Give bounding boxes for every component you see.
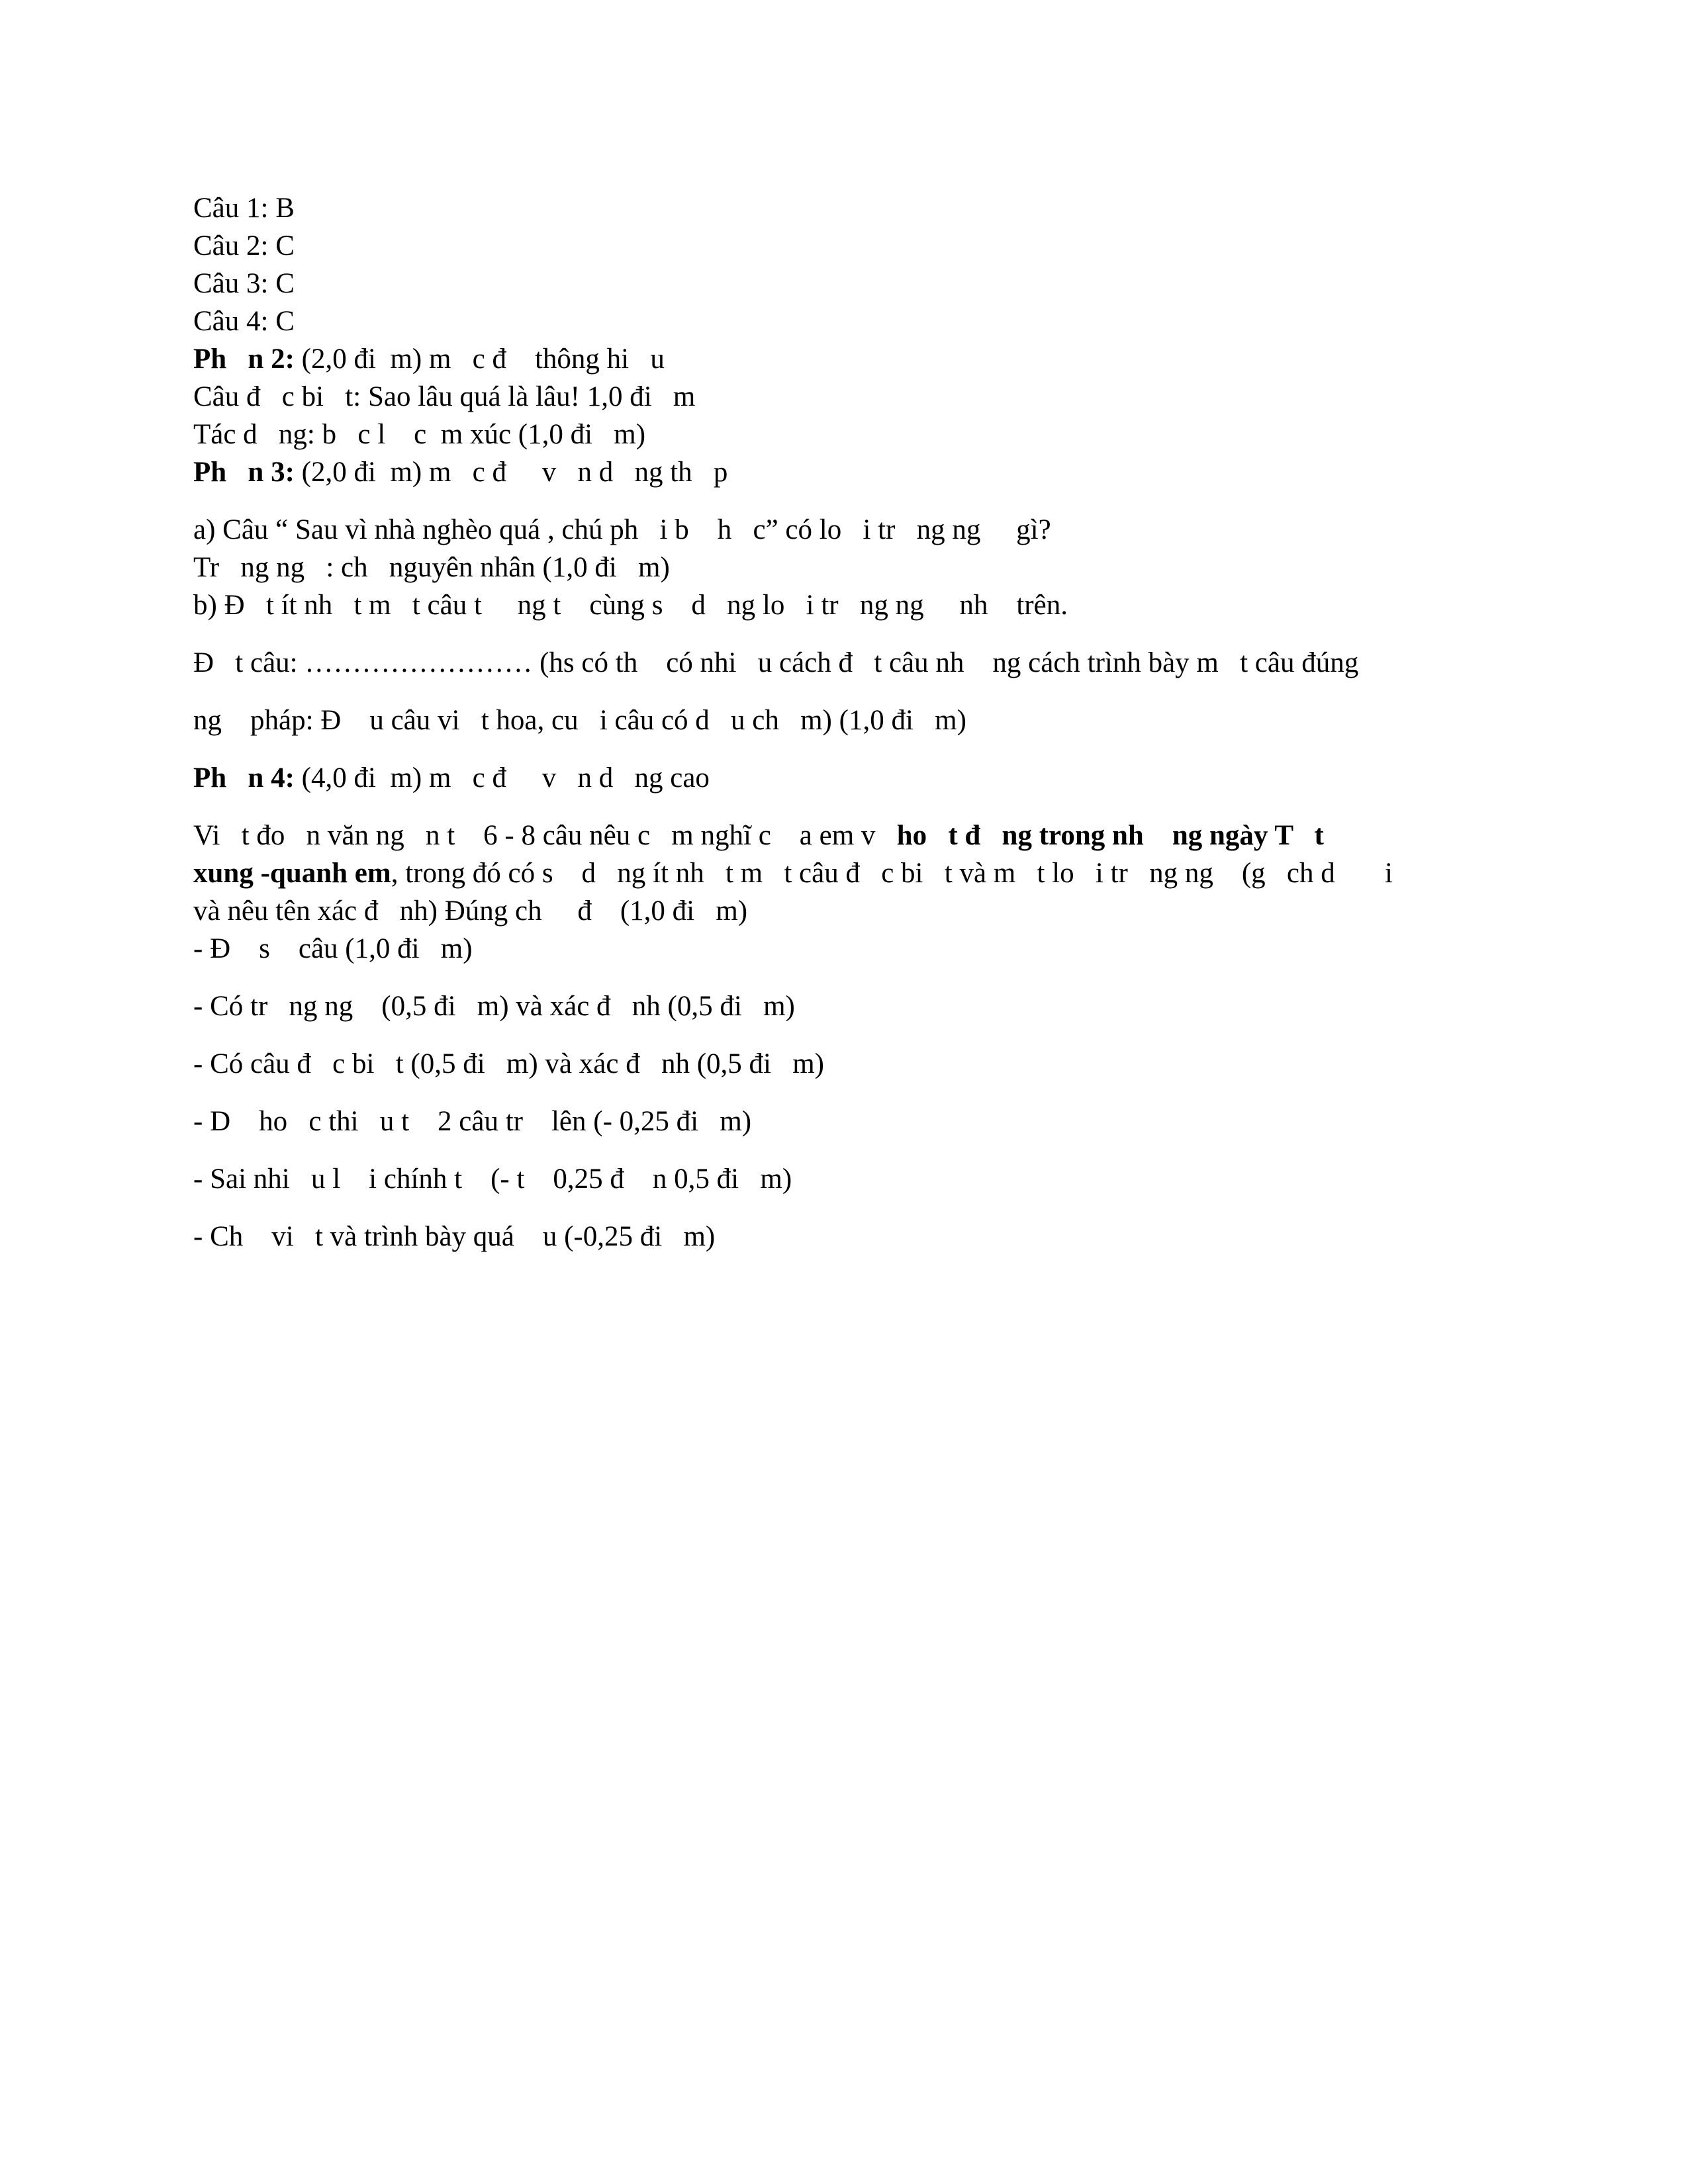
criterion-5: - Sai nhi u l i chính t (- t 0,25 đ n 0,5 đi m) <box>193 1163 792 1195</box>
part4-prompt-topic: ho t đ ng trong nh ng ngày T t <box>896 820 1324 851</box>
criterion-6: - Ch vi t và trình bày quá u (-0,25 đi m) <box>193 1221 716 1252</box>
part3-answer-b-line2: ng pháp: Đ u câu vi t hoa, cu i câu có d u ch m) (1,0 đi m) <box>193 705 966 736</box>
part4-prompt-line2 <box>193 854 1504 892</box>
part2-label: Ph n 2: <box>193 343 295 375</box>
part3-score: (2,0 đi m) m c đ v n d ng th p <box>294 457 728 488</box>
answer-3: Câu 3: C <box>193 268 295 299</box>
part2-heading <box>193 340 1504 378</box>
part2-score: (2,0 đi m) m c đ thông hi u <box>294 343 665 375</box>
answer-4: Câu 4: C <box>193 306 295 337</box>
part3-answer-b-line1: Đ t câu: …………………… (hs có th có nhi u cách đ t câu nh ng cách trình bày m t câu đúng <box>193 647 1359 678</box>
part4-prompt-start: Vi t đo n văn ng n t 6 - 8 câu nêu c m nghĩ c a em v <box>193 820 897 851</box>
part3-answer-a: Tr ng ng : ch nguyên nhân (1,0 đi m) <box>193 552 670 583</box>
part3-question-b: b) Đ t ít nh t m t câu t ng t cùng s d ng lo i tr ng ng nh trên. <box>193 590 1068 621</box>
part4-score: (4,0 đi m) m c đ v n d ng cao <box>294 762 710 794</box>
part4-heading <box>193 759 1504 797</box>
part4-prompt-topic-cont: xung -quanh em <box>193 858 391 889</box>
criterion-3: - Có câu đ c bi t (0,5 đi m) và xác đ nh (0,5 đi m) <box>193 1048 824 1079</box>
criterion-4: - D ho c thi u t 2 câu tr lên (- 0,25 đi m) <box>193 1106 752 1137</box>
part3-question-a: a) Câu “ Sau vì nhà nghèo quá , chú ph i b h c” có lo i tr ng ng gì? <box>193 514 1051 545</box>
criterion-2: - Có tr ng ng (0,5 đi m) và xác đ nh (0,5 đi m) <box>193 991 795 1022</box>
part2-line2: Tác d ng: b c l c m xúc (1,0 đi m) <box>193 419 646 450</box>
document-body <box>193 189 1504 1255</box>
answer-1: Câu 1: B <box>193 193 295 224</box>
part2-line1: Câu đ c bi t: Sao lâu quá là lâu! 1,0 đi m <box>193 381 696 412</box>
part4-prompt-rest: , trong đó có s d ng ít nh t m t câu đ c bi t và m t lo i tr ng ng (g ch d i <box>391 858 1393 889</box>
part4-label: Ph n 4: <box>193 762 295 794</box>
part3-label: Ph n 3: <box>193 457 295 488</box>
answer-2: Câu 2: C <box>193 230 295 261</box>
part4-prompt-line3: và nêu tên xác đ nh) Đúng ch đ (1,0 đi m) <box>193 895 748 927</box>
part4-prompt-line1 <box>193 817 1504 854</box>
criterion-1: - Đ s câu (1,0 đi m) <box>193 933 473 964</box>
part3-heading <box>193 453 1504 491</box>
